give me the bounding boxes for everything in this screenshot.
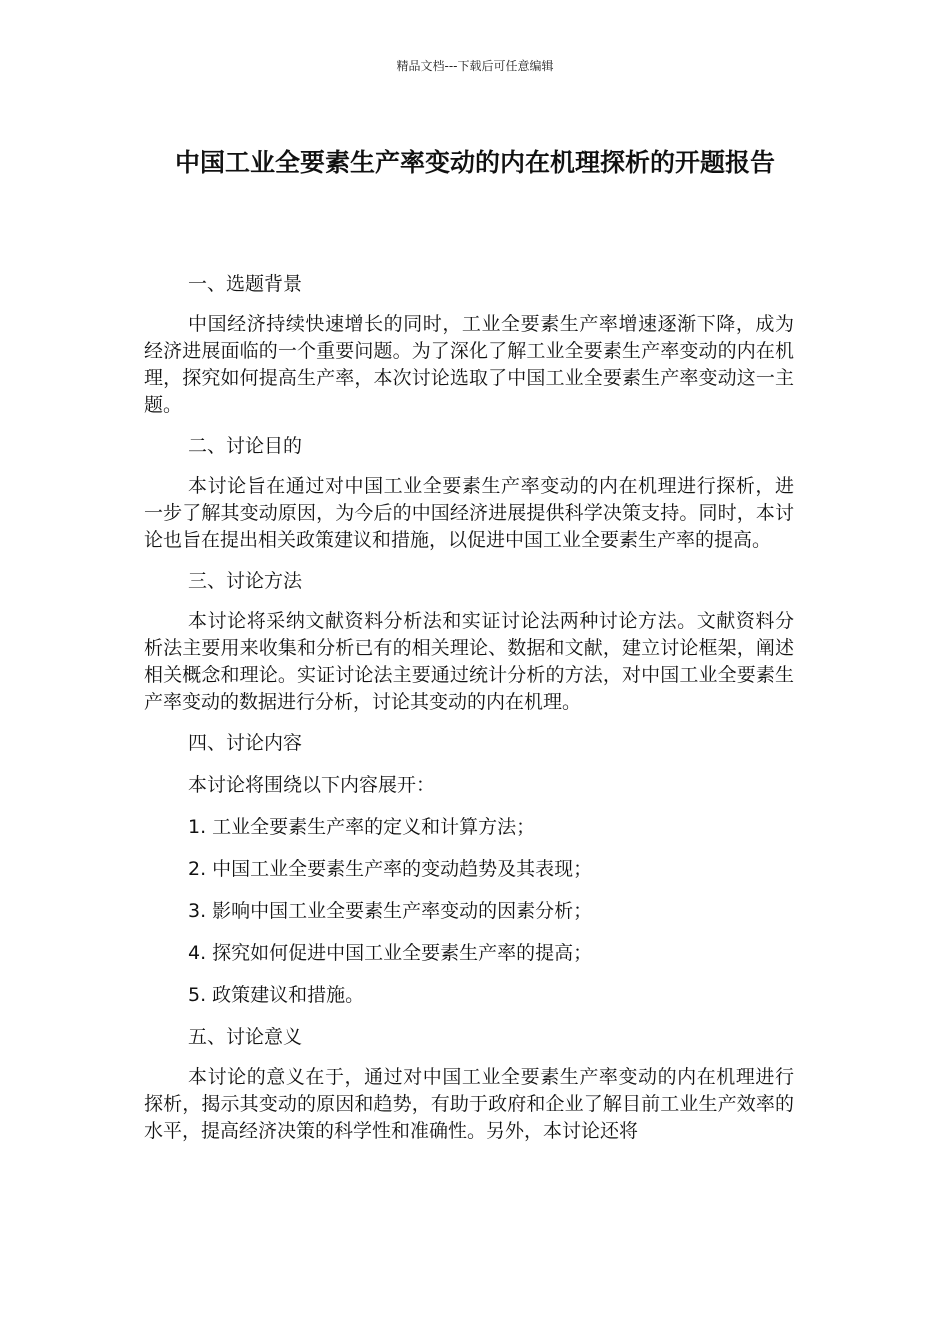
list-item: 2. 中国工业全要素生产率的变动趋势及其表现； bbox=[188, 858, 593, 880]
document-title: 中国工业全要素生产率变动的内在机理探析的开题报告 bbox=[174, 148, 775, 177]
page-header: 精品文档---下载后可任意编辑 bbox=[396, 59, 554, 73]
content-intro: 本讨论将围绕以下内容展开： bbox=[188, 774, 436, 796]
list-item: 1. 工业全要素生产率的定义和计算方法； bbox=[188, 816, 536, 838]
section-heading-background: 一、选题背景 bbox=[188, 273, 303, 295]
list-item: 4. 探究如何促进中国工业全要素生产率的提高； bbox=[188, 942, 593, 964]
section-heading-method: 三、讨论方法 bbox=[188, 570, 303, 592]
section-heading-content: 四、讨论内容 bbox=[188, 732, 303, 754]
section-heading-purpose: 二、讨论目的 bbox=[188, 435, 303, 457]
paragraph-significance: 本讨论的意义在于，通过对中国工业全要素生产率变动的内在机理进行探析，揭示其变动的原因和趋势，有助于政府和企业了解目前工业生产效率的水平，提高经济决策的科学性和准确性。另外，本讨论还将 bbox=[144, 1066, 794, 1142]
paragraph-background: 中国经济持续快速增长的同时，工业全要素生产率增速逐渐下降，成为经济进展面临的一个重要问题。为了深化了解工业全要素生产率变动的内在机理，探究如何提高生产率，本次讨论选取了中国工业全要素生产率变动这一主题。 bbox=[144, 313, 794, 416]
document-body bbox=[144, 270, 794, 1145]
list-item: 5. 政策建议和措施。 bbox=[188, 984, 365, 1006]
section-heading-significance: 五、讨论意义 bbox=[188, 1026, 303, 1048]
paragraph-purpose: 本讨论旨在通过对中国工业全要素生产率变动的内在机理进行探析，进一步了解其变动原因，为今后的中国经济进展提供科学决策支持。同时，本讨论也旨在提出相关政策建议和措施，以促进中国工业全要素生产率的提高。 bbox=[144, 475, 794, 551]
list-item: 3. 影响中国工业全要素生产率变动的因素分析； bbox=[188, 900, 593, 922]
paragraph-method: 本讨论将采纳文献资料分析法和实证讨论法两种讨论方法。文献资料分析法主要用来收集和分析已有的相关理论、数据和文献，建立讨论框架，阐述相关概念和理论。实证讨论法主要通过统计分析的方法，对中国工业全要素生产率变动的数据进行分析，讨论其变动的内在机理。 bbox=[144, 610, 794, 713]
